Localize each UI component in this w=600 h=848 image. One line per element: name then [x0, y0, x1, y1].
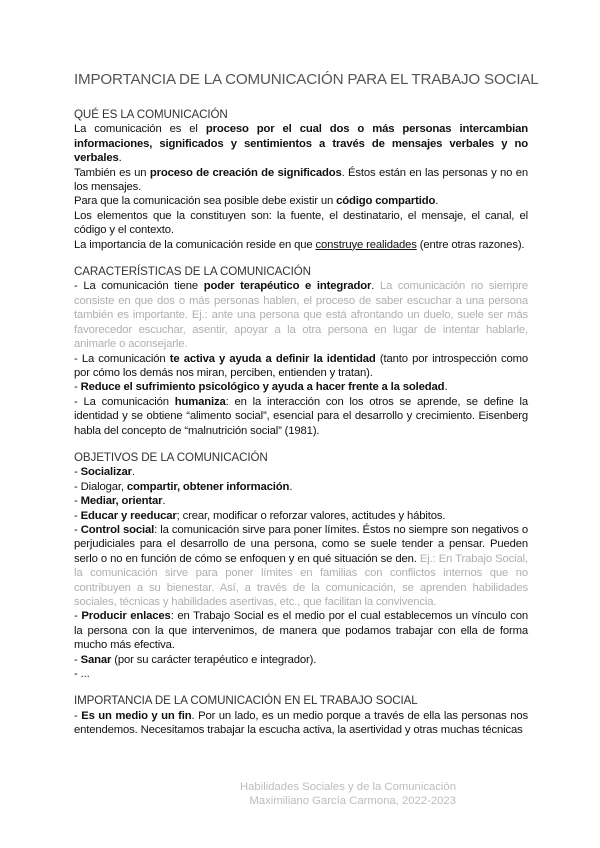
- list-item: [74, 380, 528, 394]
- list-item: [74, 480, 528, 494]
- bold-text: compartir, obtener información: [126, 480, 290, 493]
- bold-text: Socializar: [80, 466, 132, 479]
- text: .: [371, 280, 380, 293]
- document-title: IMPORTANCIA DE LA COMUNICACIÓN PARA EL TRABAJO SOCIAL: [74, 71, 539, 88]
- section-heading: IMPORTANCIA DE LA COMUNICACIÓN EN EL TRABAJO SOCIAL: [74, 694, 418, 708]
- bold-text: te activa y ayuda a definir la identidad: [169, 352, 376, 365]
- text: -: [74, 709, 82, 722]
- text: También es un: [74, 166, 150, 179]
- gray-example-text: La comunicación no siempre consiste en que dos o más personas hablen, el proceso de saber escuchar a una persona también es importante. Ej.: ante una persona que está afrontando un duelo, suele ser más favorecedor escuchar, asentir, apoyar a la otra persona en lugar de intentar hablarle, animarle o aconsejarle.: [74, 280, 528, 351]
- text: .: [118, 152, 122, 165]
- list-item: [74, 609, 528, 652]
- text: .: [444, 381, 448, 394]
- paragraph: [74, 122, 528, 165]
- list-item: [74, 395, 528, 438]
- list-item: [74, 465, 528, 479]
- footer-course: Habilidades Sociales y de la Comunicación: [239, 781, 456, 793]
- text: -: [74, 653, 81, 666]
- text: -: [74, 523, 81, 536]
- section-caracteristicas: [74, 265, 528, 438]
- bold-text: Reduce el sufrimiento psicológico y ayuda a hacer frente a la soledad: [80, 381, 445, 394]
- bold-text: Mediar, orientar: [80, 495, 163, 508]
- bold-text: poder terapéutico e integrador: [203, 280, 372, 293]
- section-importancia: [74, 694, 528, 737]
- list-item: - ...: [74, 668, 90, 681]
- text: : la comunicación sirve para poner límites. Éstos no siempre son negativos o perjudiciales para el desarrollo de una persona, como se suele tender a pensar. Pueden serlo o no en función de cómo se enfoquen y en qué situación se den.: [74, 523, 528, 565]
- text: . Éstos están en las personas y no en los mensajes.: [74, 166, 528, 194]
- text: -: [74, 610, 82, 623]
- text: . Por un lado, es un medio porque a través de ella las personas nos entendemos. Necesitamos trabajar la escucha activa, la asertividad y otras muchas técnicas: [74, 709, 528, 737]
- text: - La comunicación: [74, 352, 170, 365]
- text: - Dialogar,: [74, 480, 127, 493]
- paragraph: [74, 194, 528, 208]
- text: - La comunicación: [74, 395, 175, 408]
- text: .: [435, 195, 439, 208]
- bold-text: Educar y reeducar: [80, 509, 177, 522]
- section-objetivos: [74, 451, 528, 682]
- paragraph: Los elementos que la constituyen son: la fuente, el destinatario, el mensaje, el canal, el código y el contexto.: [74, 209, 528, 237]
- text: -: [74, 381, 81, 394]
- text: .: [131, 466, 135, 479]
- text: -: [74, 509, 81, 522]
- text: La comunicación es el: [74, 123, 206, 136]
- list-item: [74, 279, 528, 351]
- text: La importancia de la comunicación reside en que: [74, 238, 316, 251]
- list-item: [74, 352, 528, 381]
- bold-text: proceso de creación de significados: [149, 166, 342, 179]
- text: Para que la comunicación sea posible debe existir un: [74, 195, 337, 208]
- bold-text: Producir enlaces: [81, 610, 171, 623]
- text: (por su carácter terapéutico e integrador).: [111, 653, 317, 666]
- text: : en la interacción con los otros se aprende, se define la identidad y se obtiene “alimento social”, esencial para el desarrollo y crecimiento. Eisenberg habla del concepto de “malnutrición social” (1981).: [74, 395, 528, 437]
- list-item: [74, 523, 528, 609]
- page-footer: [240, 780, 456, 809]
- text: - La comunicación tiene: [74, 280, 204, 293]
- section-heading: CARACTERÍSTICAS DE LA COMUNICACIÓN: [74, 265, 311, 279]
- list-item: [74, 509, 528, 523]
- text: ; crear, modificar o reforzar valores, actitudes y hábitos.: [176, 509, 446, 522]
- text: -: [74, 495, 81, 508]
- bold-text: proceso por el cual dos o más personas intercambian informaciones, significados y sentimientos a través de mensajes verbales y no verbales: [74, 123, 528, 165]
- bold-text: código compartido: [336, 195, 436, 208]
- document-body: [74, 108, 528, 751]
- text: .: [289, 480, 293, 493]
- underlined-text: construye realidades: [315, 238, 417, 251]
- section-que-es: [74, 108, 528, 252]
- text: -: [74, 466, 81, 479]
- bold-text: Control social: [80, 523, 155, 536]
- text: : en Trabajo Social es el medio por el cual establecemos un vínculo con la persona con la que intervenimos, de manera que podamos trabajar con ella de forma mucho más efectiva.: [74, 610, 528, 652]
- footer-author: Maximiliano García Carmona, 2022-2023: [249, 795, 456, 808]
- bold-text: Sanar: [80, 653, 112, 666]
- bold-text: humaniza: [174, 395, 226, 408]
- section-heading: OBJETIVOS DE LA COMUNICACIÓN: [74, 450, 268, 464]
- list-item: [74, 709, 528, 738]
- list-item: [74, 494, 528, 508]
- text: (entre otras razones).: [416, 238, 525, 251]
- list-item: [74, 653, 528, 667]
- paragraph: [74, 238, 528, 252]
- section-heading: QUÉ ES LA COMUNICACIÓN: [74, 108, 228, 121]
- gray-example-text: Ej.: En Trabajo Social, la comunicación sirve para poner límites en familias con conflictos internos que no contribuyen a su bienestar. Así, a través de la comunicación, se aprenden habilidades sociales, técnicas y habilidades asertivas, etc., que facilitan la convivencia.: [74, 552, 528, 608]
- text: .: [162, 495, 166, 508]
- paragraph: [74, 166, 528, 195]
- text: (tanto por introspección como por cómo los demás nos miran, perciben, entienden y tratan).: [74, 352, 528, 379]
- bold-text: Es un medio y un fin: [81, 709, 192, 722]
